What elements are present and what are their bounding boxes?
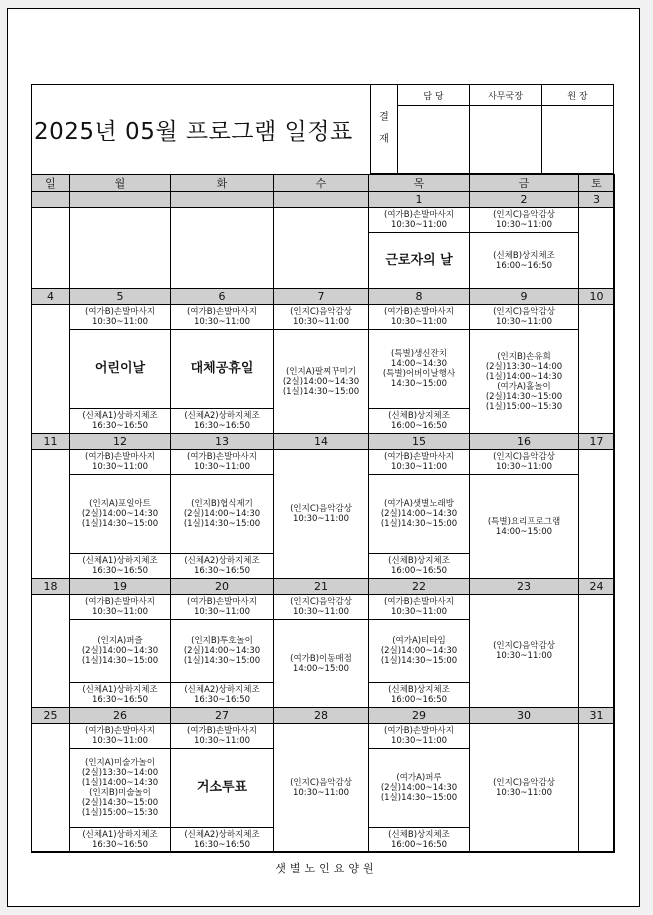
program-entry: (신체A2)상하지체조 16:30~16:50 (184, 411, 260, 431)
approval-sign-director (542, 106, 614, 174)
date-number: 17 (579, 434, 615, 450)
program-entry: (인지C)음악감상 10:30~11:00 (470, 450, 578, 475)
day-cell-sat (579, 724, 615, 853)
program-entry: (인지B)협식제기 (2실)14:00~14:30 (1실)14:30~15:00 (171, 475, 273, 554)
holiday-label: 대체공휴일 (171, 330, 273, 409)
program-entry: (신체A2)상하지체조 16:30~16:50 (184, 556, 260, 576)
program-entry: (신체A2)상하지체조 16:30~16:50 (184, 830, 260, 850)
date-number: 16 (470, 434, 579, 450)
program-entry: (신체A1)상하지체조 16:30~16:50 (82, 685, 158, 705)
date-number: 23 (470, 579, 579, 595)
date-number: 28 (274, 708, 369, 724)
day-cell-tue (171, 450, 274, 579)
approval-box (370, 84, 614, 174)
day-cell-fri (470, 595, 579, 708)
page-title: 2025년 05월 프로그램 일정표 (34, 118, 353, 145)
day-cell-sun (32, 595, 70, 708)
day-cell-tue (171, 305, 274, 434)
program-entry: (인지A)퍼즐 (2실)14:00~14:30 (1실)14:30~15:00 (70, 620, 170, 683)
date-number: 2 (470, 192, 579, 208)
day-cell-mon (70, 305, 171, 434)
date-number: 3 (579, 192, 615, 208)
approval-role-director: 원 장 (542, 85, 614, 106)
date-number: 12 (70, 434, 171, 450)
date-number: 25 (32, 708, 70, 724)
program-entry: (특별)생신잔치 14:00~14:30 (특별)어버이날행사 14:30~15:00 (369, 330, 469, 409)
day-cell-tue (171, 208, 274, 289)
date-number: 30 (470, 708, 579, 724)
day-header-thu: 목 (369, 175, 470, 192)
holiday-label: 어린이날 (70, 330, 170, 409)
date-number: 21 (274, 579, 369, 595)
date-number: 13 (171, 434, 274, 450)
program-entry: (인지C)음악감상 10:30~11:00 (470, 208, 578, 233)
approval-gyeol-label: 결 재 (371, 85, 398, 174)
day-cell-sat (579, 450, 615, 579)
date-number: 1 (369, 192, 470, 208)
date-number: 29 (369, 708, 470, 724)
day-cell-thu (369, 595, 470, 708)
program-entry: (여가B)손발마사지 10:30~11:00 (369, 450, 469, 475)
program-entry: (여가B)손발마사지 10:30~11:00 (70, 724, 170, 749)
program-entry: (인지C)음악감상 10:30~11:00 (290, 778, 352, 798)
program-entry: (여가B)손발마사지 10:30~11:00 (171, 305, 273, 330)
program-entry: (여가B)손발마사지 10:30~11:00 (171, 595, 273, 620)
program-entry: (신체B)상지체조 16:00~16:50 (388, 830, 450, 850)
date-number: 26 (70, 708, 171, 724)
program-entry: (인지C)음악감상 10:30~11:00 (470, 305, 578, 330)
date-number: 27 (171, 708, 274, 724)
date-number: 31 (579, 708, 615, 724)
program-entry: (인지A)포일아트 (2실)14:00~14:30 (1실)14:30~15:00 (70, 475, 170, 554)
day-cell-wed (274, 305, 369, 434)
program-entry: (여가A)티타임 (2실)14:00~14:30 (1실)14:30~15:00 (369, 620, 469, 683)
day-cell-thu (369, 208, 470, 289)
day-cell-wed (274, 595, 369, 708)
date-number (32, 192, 70, 208)
program-entry: (신체B)상지체조 16:00~16:50 (388, 556, 450, 576)
date-number: 14 (274, 434, 369, 450)
day-cell-sun (32, 724, 70, 853)
program-entry: (인지B)투호놀이 (2실)14:00~14:30 (1실)14:30~15:00 (171, 620, 273, 683)
day-cell-mon (70, 450, 171, 579)
day-header-sun: 일 (32, 175, 70, 192)
program-entry: (여가B)손발마사지 10:30~11:00 (369, 595, 469, 620)
day-cell-tue (171, 595, 274, 708)
date-number: 4 (32, 289, 70, 305)
day-cell-wed (274, 724, 369, 853)
program-entry: (여가A)퍼루 (2실)14:00~14:30 (1실)14:30~15:00 (369, 749, 469, 828)
approval-role-secretary: 사무국장 (470, 85, 542, 106)
program-entry: (여가B)손발마사지 10:30~11:00 (369, 724, 469, 749)
day-header-tue: 화 (171, 175, 274, 192)
program-entry: (신체B)상지체조 16:00~16:50 (388, 411, 450, 431)
day-cell-wed (274, 208, 369, 289)
program-entry: (여가B)손발마사지 10:30~11:00 (171, 450, 273, 475)
program-entry: (인지C)음악감상 10:30~11:00 (493, 778, 555, 798)
program-entry: (여가B)이동매점 14:00~15:00 (290, 653, 352, 674)
approval-sign-secretary (470, 106, 542, 174)
date-number: 9 (470, 289, 579, 305)
date-number: 18 (32, 579, 70, 595)
program-entry: (인지C)음악감상 10:30~11:00 (493, 641, 555, 661)
date-number: 15 (369, 434, 470, 450)
program-entry: (인지C)음악감상 10:30~11:00 (274, 305, 368, 330)
date-number (171, 192, 274, 208)
day-header-mon: 월 (70, 175, 171, 192)
date-number: 10 (579, 289, 615, 305)
program-entry: (여가B)손발마사지 10:30~11:00 (369, 208, 469, 233)
date-number: 6 (171, 289, 274, 305)
date-number (70, 192, 171, 208)
day-cell-fri (470, 305, 579, 434)
holiday-label: 거소투표 (171, 749, 273, 828)
date-number: 7 (274, 289, 369, 305)
program-entry: (여가B)손발마사지 10:30~11:00 (369, 305, 469, 330)
date-number: 24 (579, 579, 615, 595)
day-header-wed: 수 (274, 175, 369, 192)
footer-org-name: 샛별노인요양원 (275, 862, 378, 875)
day-cell-mon (70, 208, 171, 289)
program-entry: (신체A1)상하지체조 16:30~16:50 (82, 411, 158, 431)
day-cell-thu (369, 450, 470, 579)
day-cell-sun (32, 305, 70, 434)
day-cell-tue (171, 724, 274, 853)
date-number: 19 (70, 579, 171, 595)
program-entry: (인지C)음악감상 10:30~11:00 (274, 595, 368, 620)
day-header-fri: 금 (470, 175, 579, 192)
date-number: 22 (369, 579, 470, 595)
day-cell-mon (70, 595, 171, 708)
day-cell-sat (579, 208, 615, 289)
date-number (274, 192, 369, 208)
approval-role-manager: 담 당 (398, 85, 470, 106)
day-cell-thu (369, 724, 470, 853)
program-entry: (신체B)상지체조 16:00~16:50 (388, 685, 450, 705)
date-number: 5 (70, 289, 171, 305)
date-number: 8 (369, 289, 470, 305)
day-cell-thu (369, 305, 470, 434)
program-entry: (여가B)손발마사지 10:30~11:00 (70, 595, 170, 620)
day-cell-sun (32, 450, 70, 579)
approval-sign-manager (398, 106, 470, 174)
program-entry: (인지A)팔찌꾸미기 (2실)14:00~14:30 (1실)14:30~15:00 (282, 366, 360, 397)
day-cell-fri (470, 208, 579, 289)
program-entry: (여가B)손발마사지 10:30~11:00 (171, 724, 273, 749)
day-cell-sat (579, 305, 615, 434)
program-entry: (특별)요리프로그램 14:00~15:00 (487, 516, 561, 537)
program-entry: (신체A1)상하지체조 16:30~16:50 (82, 556, 158, 576)
program-entry: (여가B)손발마사지 10:30~11:00 (70, 305, 170, 330)
program-entry: (인지B)손유희 (2실)13:30~14:00 (1실)14:00~14:30 (여가A)홀놀이 (2실)14:30~15:00 (1실)15:00~15:30 (485, 351, 563, 412)
day-cell-fri (470, 724, 579, 853)
program-entry: (신체A2)상하지체조 16:30~16:50 (184, 685, 260, 705)
program-entry: (여가A)샛별노래방 (2실)14:00~14:30 (1실)14:30~15:00 (369, 475, 469, 554)
date-number: 20 (171, 579, 274, 595)
day-cell-mon (70, 724, 171, 853)
program-entry: (인지A)미술가놀이 (2실)13:30~14:00 (1실)14:00~14:30 (인지B)미술놀이 (2실)14:30~15:00 (1실)15:00~15:30 (70, 749, 170, 828)
program-entry: (인지C)음악감상 10:30~11:00 (290, 504, 352, 524)
program-entry: (신체A1)상하지체조 16:30~16:50 (82, 830, 158, 850)
schedule-calendar (31, 174, 614, 853)
program-entry: (신체B)상지체조 16:00~16:50 (493, 250, 555, 271)
date-number: 11 (32, 434, 70, 450)
day-header-sat: 토 (579, 175, 615, 192)
day-cell-sat (579, 595, 615, 708)
day-cell-sun (32, 208, 70, 289)
program-entry: (여가B)손발마사지 10:30~11:00 (70, 450, 170, 475)
holiday-label: 근로자의 날 (385, 252, 453, 268)
day-cell-fri (470, 450, 579, 579)
day-cell-wed (274, 450, 369, 579)
